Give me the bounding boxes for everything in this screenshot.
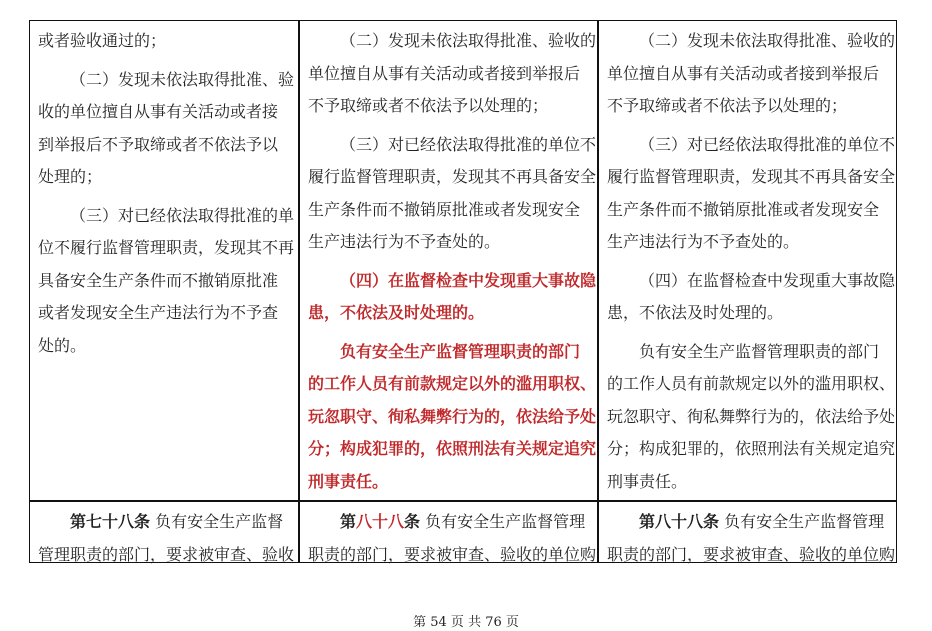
- paragraph: [38, 64, 298, 194]
- text-line: 履行监督管理职责，发现其不再具备安全: [607, 167, 896, 186]
- text-line: 单位擅自从事有关活动或者接到举报后: [607, 63, 880, 83]
- text-line: 患，不依法及时处理的。: [607, 303, 784, 322]
- text-line: 位不履行监督管理职责，发现其不再: [38, 238, 295, 257]
- text-line: 的工作人员有前款规定以外的滥用职权、: [607, 374, 896, 393]
- text-line: （二）发现未依法取得批准、验: [70, 69, 295, 89]
- text-line: 生产违法行为不予查处的。: [308, 232, 501, 251]
- text-line: 负有安全生产监督管理职责的部门: [340, 341, 581, 361]
- text-line: 履行监督管理职责，发现其不再具备安全: [308, 167, 597, 186]
- article-first-line: [308, 506, 597, 539]
- article-heading: 第: [639, 512, 656, 531]
- text-line: （三）对已经依法取得批准的单位不: [340, 134, 597, 154]
- text-line: 单位擅自从事有关活动或者接到举报后: [308, 63, 581, 83]
- text-line: （三）对已经依法取得批准的单: [70, 205, 295, 225]
- paragraph: [308, 25, 597, 123]
- cell-article-old: [30, 502, 298, 564]
- article-text: 负有安全生产监督管理: [719, 512, 885, 531]
- text-line: 负有安全生产监督管理职责的部门: [639, 341, 880, 361]
- paragraph: [607, 129, 896, 259]
- text-line: 不予取缔或者不依法予以处理的；: [607, 96, 848, 115]
- text-line: 具备安全生产条件而不撤销原批准: [38, 270, 279, 290]
- article-first-line: [38, 506, 298, 539]
- text-line: 处理的；: [38, 167, 103, 186]
- text-line: 分；构成犯罪的，依照刑法有关规定追究: [607, 439, 896, 458]
- article-heading: 八十八: [655, 512, 704, 531]
- text-line: 玩忽职守、徇私舞弊行为的，依法给予处: [607, 406, 896, 426]
- text-line: 到举报后不予取缔或者不依法予以: [38, 134, 279, 154]
- article-heading: 条: [404, 512, 421, 531]
- cell-article-draft: [300, 502, 597, 564]
- text-line: 生产条件而不撤销原批准或者发现安全: [308, 199, 581, 219]
- paragraph: [308, 129, 597, 259]
- paragraph: [308, 265, 597, 330]
- text-line: 玩忽职守、徇私舞弊行为的，依法给予处: [308, 406, 597, 426]
- paragraph: [308, 336, 597, 499]
- text-line: 生产违法行为不予查处的。: [607, 232, 800, 251]
- comparison-table: [29, 20, 897, 563]
- article-text: 负有安全生产监督: [150, 512, 284, 531]
- cell-old-law: [30, 21, 298, 500]
- text-line: （四）在监督检查中发现重大事故隐: [340, 270, 597, 290]
- text-line: 分；构成犯罪的，依照刑法有关规定追究: [308, 439, 597, 458]
- page-number: 第 54 页 共 76 页: [413, 615, 519, 630]
- text-line: 刑事责任。: [308, 471, 389, 491]
- paragraph: [607, 336, 896, 499]
- text-line: 职责的部门，要求被审查、验收的单位购: [607, 544, 896, 564]
- text-line: 或者发现安全生产违法行为不予查: [38, 303, 279, 322]
- text-line: （二）发现未依法取得批准、验收的: [639, 31, 896, 50]
- cell-article-new: [599, 502, 896, 564]
- text-line: 患，不依法及时处理的。: [308, 303, 485, 322]
- paragraph: [38, 200, 298, 363]
- text-line: 收的单位擅自从事有关活动或者接: [38, 102, 279, 121]
- paragraph: [607, 265, 896, 330]
- text-line: 刑事责任。: [607, 471, 688, 491]
- paragraph: [38, 25, 298, 58]
- text-line: （四）在监督检查中发现重大事故隐: [639, 270, 896, 290]
- article-heading: 条: [703, 512, 720, 531]
- cell-draft-revision: [300, 21, 597, 500]
- article-heading: 第: [340, 512, 357, 531]
- text-line: 或者验收通过的；: [38, 31, 167, 50]
- text-line: 不予取缔或者不依法予以处理的；: [308, 96, 549, 115]
- article-heading: 八十八: [356, 512, 405, 531]
- text-line: （二）发现未依法取得批准、验收的: [340, 31, 597, 50]
- article-heading: 第: [70, 512, 87, 531]
- text-line: 职责的部门，要求被审查、验收的单位购: [308, 544, 597, 564]
- article-first-line: [607, 506, 896, 539]
- text-line: 处的。: [38, 335, 87, 355]
- text-line: 管理职责的部门，要求被审查、验收: [38, 544, 295, 564]
- cell-new-law: [599, 21, 896, 500]
- article-heading: 条: [134, 512, 151, 531]
- article-heading: 七十八: [86, 512, 135, 531]
- text-line: 的工作人员有前款规定以外的滥用职权、: [308, 374, 597, 393]
- text-line: （三）对已经依法取得批准的单位不: [639, 134, 896, 154]
- text-line: 生产条件而不撤销原批准或者发现安全: [607, 199, 880, 219]
- paragraph: [607, 25, 896, 123]
- article-text: 负有安全生产监督管理: [420, 512, 586, 531]
